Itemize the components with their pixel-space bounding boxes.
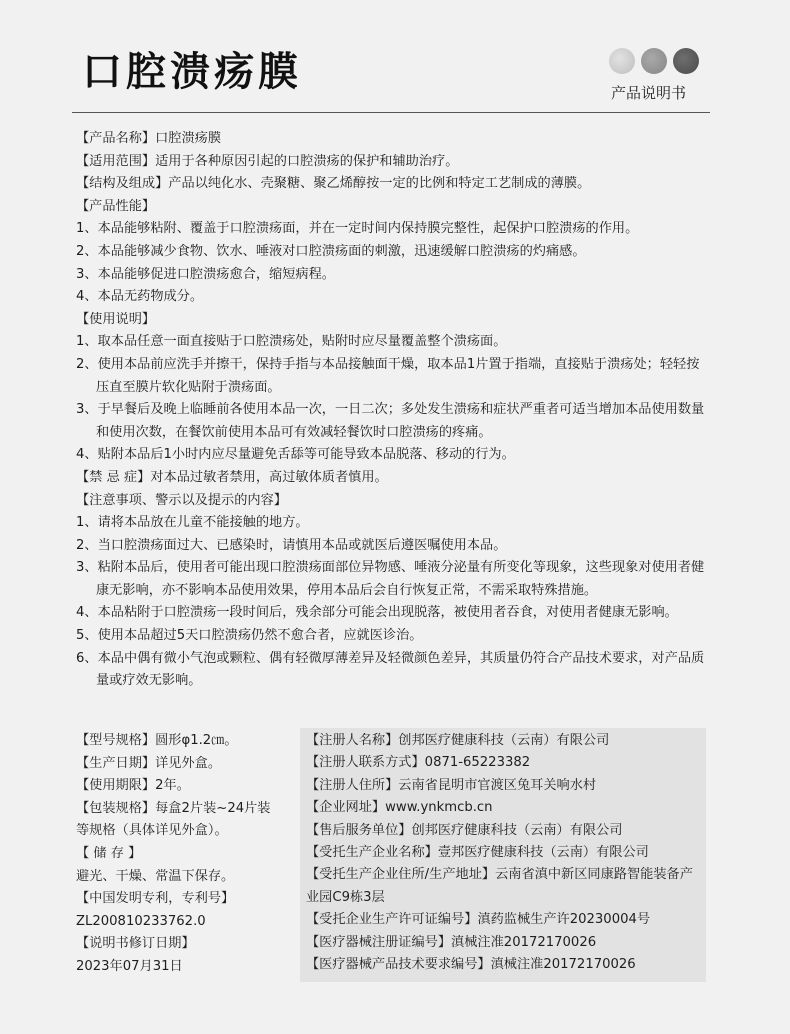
shelf-life: 【使用期限】2年。 bbox=[76, 778, 190, 794]
contract-manufacturer: 【受托生产企业名称】壹邦医疗健康科技（云南）有限公司 bbox=[306, 845, 649, 861]
storage-text: 避光、干燥、常温下保存。 bbox=[76, 868, 235, 884]
usage-item: 1、取本品任意一面直接贴于口腔溃疡处，贴附时应尽量覆盖整个溃疡面。 bbox=[76, 334, 507, 350]
performance-heading: 【产品性能】 bbox=[76, 198, 156, 214]
header-divider bbox=[72, 112, 710, 113]
registration-certificate: 【医疗器械注册证编号】滇械注准20172170026 bbox=[306, 934, 597, 950]
model-spec: 【型号规格】圆形φ1.2㎝。 bbox=[76, 733, 238, 748]
packaging-spec: 【包装规格】每盒2片装~24片装 bbox=[76, 800, 271, 816]
usage-item: 2、使用本品前应洗手并擦干，保持手指与本品接触面干燥，取本品1片置于指端，直接贴于溃疡处；轻轻按压直至膜片软化贴附于溃疡面。 bbox=[76, 356, 700, 395]
after-sales-unit: 【售后服务单位】创邦医疗健康科技（云南）有限公司 bbox=[306, 822, 623, 838]
info-section bbox=[76, 730, 710, 982]
light-circle-icon bbox=[609, 48, 635, 74]
performance-item: 3、本品能够促进口腔溃疡愈合，缩短病程。 bbox=[76, 266, 335, 282]
registrant-contact: 【注册人联系方式】0871-65223382 bbox=[306, 755, 531, 771]
precaution-item: 4、本品粘附于口腔溃疡一段时间后，残余部分可能会出现脱落，被使用者吞食，对使用者健康无影响。 bbox=[76, 605, 678, 621]
manufacturer-address: 【受托生产企业住所/生产地址】云南省滇中新区同康路智能装备产业园C9栋3层 bbox=[306, 867, 693, 905]
revision-heading: 【说明书修订日期】 bbox=[76, 936, 195, 952]
document-subtitle: 产品说明书 bbox=[611, 84, 687, 102]
precaution-item: 5、使用本品超过5天口腔溃疡仍然不愈合者，应就医诊治。 bbox=[76, 628, 423, 644]
packaging-spec-cont: 等规格（具体详见外盒）。 bbox=[76, 823, 228, 839]
production-date: 【生产日期】详见外盒。 bbox=[76, 755, 222, 771]
registrant-info-box bbox=[300, 728, 706, 982]
patent-heading: 【中国发明专利，专利号】 bbox=[76, 891, 235, 907]
composition-line: 【结构及组成】产品以纯化水、壳聚糖、聚乙烯醇按一定的比例和特定工艺制成的薄膜。 bbox=[76, 176, 591, 192]
company-website: 【企业网址】www.ynkmcb.cn bbox=[306, 800, 493, 816]
mid-circle-icon bbox=[641, 48, 667, 74]
storage-heading: 【 储 存 】 bbox=[76, 845, 142, 861]
precaution-item: 6、本品中偶有微小气泡或颗粒、偶有轻微厚薄差异及轻微颜色差异，其质量仍符合产品技术要求，对产品质量或疗效无影响。 bbox=[76, 650, 705, 689]
performance-item: 4、本品无药物成分。 bbox=[76, 289, 204, 305]
document-title: 口腔溃疡膜 bbox=[82, 49, 302, 95]
decorative-circles bbox=[609, 48, 699, 74]
product-name-line: 【产品名称】口腔溃疡膜 bbox=[76, 131, 222, 146]
precaution-item: 1、请将本品放在儿童不能接触的地方。 bbox=[76, 515, 309, 531]
precaution-item: 2、当口腔溃疡面过大、已感染时，请慎用本品或就医后遵医嘱使用本品。 bbox=[76, 537, 507, 553]
performance-item: 1、本品能够粘附、覆盖于口腔溃疡面，并在一定时间内保持膜完整性，起保护口腔溃疡的作用。 bbox=[76, 221, 639, 237]
contraindication-line: 【禁 忌 症】对本品过敏者禁用，高过敏体质者慎用。 bbox=[76, 469, 388, 485]
usage-item: 3、于早餐后及晚上临睡前各使用本品一次，一日二次；多处发生溃疡和症状严重者可适当增加本品使用数量和使用次数，在餐饮前使用本品可有效减轻餐饮时口腔溃疡的疼痛。 bbox=[76, 402, 705, 440]
patent-number: ZL200810233762.0 bbox=[76, 913, 206, 929]
production-license: 【受托企业生产许可证编号】滇药监械生产许20230004号 bbox=[306, 912, 651, 928]
precaution-item: 3、粘附本品后，使用者可能出现口腔溃疡面部位异物感、唾液分泌量有所变化等现象，这些现象对使用者健康无影响，亦不影响本品使用效果，停用本品后会自行恢复正常，不需采取特殊措施。 bbox=[76, 560, 705, 598]
dark-circle-icon bbox=[673, 48, 699, 74]
technical-requirement-number: 【医疗器械产品技术要求编号】滇械注准20172170026 bbox=[306, 957, 636, 973]
registrant-name: 【注册人名称】创邦医疗健康科技（云南）有限公司 bbox=[306, 733, 610, 748]
usage-item: 4、贴附本品后1小时内应尽量避免舌舔等可能导致本品脱落、移动的行为。 bbox=[76, 447, 515, 463]
precautions-heading: 【注意事项、警示以及提示的内容】 bbox=[76, 492, 287, 508]
revision-date: 2023年07月31日 bbox=[76, 958, 183, 974]
performance-item: 2、本品能够减少食物、饮水、唾液对口腔溃疡面的刺激，迅速缓解口腔溃疡的灼痛感。 bbox=[76, 243, 586, 259]
product-spec-column bbox=[76, 730, 298, 982]
registrant-address: 【注册人住所】云南省昆明市官渡区兔耳关响水村 bbox=[306, 777, 597, 793]
usage-heading: 【使用说明】 bbox=[76, 311, 156, 327]
instructions-body bbox=[76, 128, 710, 693]
scope-line: 【适用范围】适用于各种原因引起的口腔溃疡的保护和辅助治疗。 bbox=[76, 153, 459, 169]
